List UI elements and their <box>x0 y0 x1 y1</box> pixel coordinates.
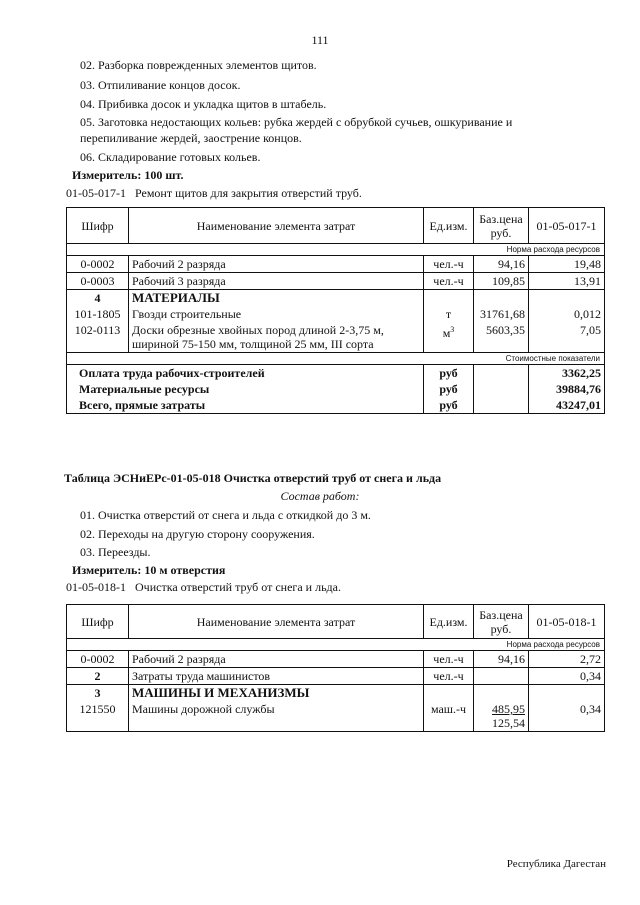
meter-label: Измеритель: 10 м отверстия <box>72 563 226 577</box>
total-row: Оплата труда рабочих-строителей руб 3362,25 <box>67 365 605 382</box>
resource-table-1 <box>66 207 605 414</box>
table-row: 121550 Машины дорожной службы маш.-ч 485,95 125,54 0,34 <box>67 701 605 732</box>
meter-label: Измеритель: 100 шт. <box>72 168 184 182</box>
total-row: Всего, прямые затраты руб 43247,01 <box>67 397 605 414</box>
table-row: 0-0002 Рабочий 2 разряда чел.-ч 94,16 2,72 <box>67 651 605 668</box>
header-code: Шифр <box>67 605 129 639</box>
machines-title: МАШИНЫ И МЕХАНИЗМЫ <box>129 685 424 702</box>
total-row: Материальные ресурсы руб 39884,76 <box>67 381 605 397</box>
header-norm-code: 01-05-018-1 <box>529 605 605 639</box>
header-norm-code: 01-05-017-1 <box>529 208 605 244</box>
table-row <box>67 290 605 307</box>
table-row: 0-0003 Рабочий 3 разряда чел.-ч 109,85 13,91 <box>67 273 605 290</box>
work-item: 02. Переходы на другую сторону сооружения. <box>80 527 315 541</box>
header-price: Баз.цена руб. <box>474 208 529 244</box>
resource-table-2 <box>66 604 605 732</box>
norm-label: Норма расхода ресурсов <box>67 244 605 256</box>
work-item: 04. Прибивка досок и укладка щитов в штабель. <box>80 97 327 111</box>
table-title: Таблица ЭСНиЕРс-01-05-018 Очистка отверстий труб от снега и льда <box>64 471 442 485</box>
work-item: 01. Очистка отверстий от снега и льда с откидкой до 3 м. <box>80 508 371 522</box>
norm-label: Норма расхода ресурсов <box>67 639 605 651</box>
cost-label: Стоимостные показатели <box>67 353 605 365</box>
rate-name: Ремонт щитов для закрытия отверстий труб. <box>135 186 362 200</box>
header-code: Шифр <box>67 208 129 244</box>
table-row: 101-1805 Гвозди строительные т 31761,68 0,012 <box>67 306 605 322</box>
rate-code: 01-05-018-1 <box>66 580 126 594</box>
rate-title <box>66 186 362 201</box>
section-subtitle: Состав работ: <box>280 489 360 503</box>
machines-number: 3 <box>67 685 129 702</box>
rate-code: 01-05-017-1 <box>66 186 126 200</box>
work-item: 03. Переезды. <box>80 545 151 559</box>
header-name: Наименование элемента затрат <box>129 208 424 244</box>
work-item: 05. Заготовка недостающих кольев: рубка жердей с обрубкой сучьев, ошкуривание и <box>80 115 513 129</box>
header-name: Наименование элемента затрат <box>129 605 424 639</box>
footer-region: Республика Дагестан <box>506 858 606 870</box>
materials-number: 4 <box>67 290 129 307</box>
work-item: 06. Складирование готовых кольев. <box>80 150 261 164</box>
table-row: 2 Затраты труда машинистов чел.-ч 0,34 <box>67 668 605 685</box>
header-unit: Ед.изм. <box>424 208 474 244</box>
work-item: перепиливание жердей, заострение концов. <box>80 131 302 145</box>
work-item: 03. Отпиливание концов досок. <box>80 78 241 92</box>
page-number: 111 <box>311 33 329 47</box>
rate-name: Очистка отверстий труб от снега и льда. <box>135 580 341 594</box>
table-row: 0-0002 Рабочий 2 разряда чел.-ч 94,16 19,48 <box>67 256 605 273</box>
rate-title <box>66 580 341 595</box>
header-unit: Ед.изм. <box>424 605 474 639</box>
header-price: Баз.цена руб. <box>474 605 529 639</box>
table-row <box>67 685 605 702</box>
work-item: 02. Разборка поврежденных элементов щитов. <box>80 58 317 72</box>
table-row: 102-0113 Доски обрезные хвойных пород длиной 2-3,75 м, шириной 75-150 мм, толщиной 25 мм, III сорта $м^3$ 5603,35 7,05 <box>67 322 605 353</box>
materials-title: МАТЕРИАЛЫ <box>129 290 424 307</box>
